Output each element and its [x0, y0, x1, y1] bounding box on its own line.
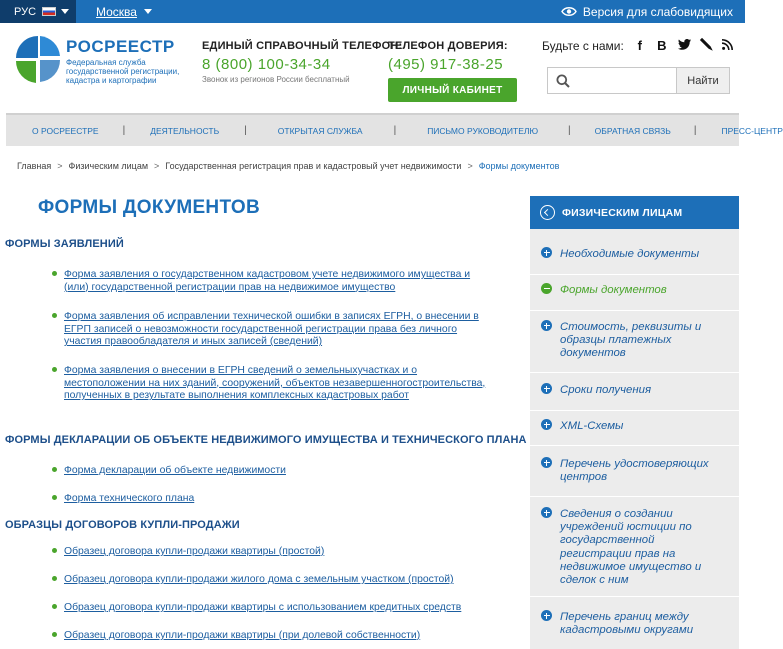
search-button[interactable]: Найти: [676, 68, 729, 93]
facebook-icon[interactable]: f: [637, 38, 642, 53]
main-navigation: [6, 113, 783, 146]
nav-separator: |: [568, 125, 571, 136]
breadcrumb-separator: >: [467, 161, 473, 171]
bullet-icon: [52, 467, 57, 472]
sidebar-divider: [530, 410, 739, 411]
language-selector[interactable]: [0, 0, 76, 23]
document-link[interactable]: Образец договора купли-продажи квартиры (при долевой собственности): [64, 630, 421, 641]
sidebar-item-justice-institutions[interactable]: Сведения о создании учреждений юстиции по государственной регистрации прав на недвижимое имущество и сделок с ним: [560, 508, 702, 587]
breadcrumb-separator: >: [154, 161, 160, 171]
sidebar-divider: [530, 596, 739, 597]
nav-feedback[interactable]: ОБРАТНАЯ СВЯЗЬ: [594, 125, 671, 136]
breadcrumb-current: Формы документов: [478, 161, 560, 171]
sidebar-divider: [530, 496, 739, 497]
sidebar-divider: [530, 274, 739, 275]
bullet-icon: [52, 495, 57, 500]
section-title-contracts: ОБРАЗЦЫ ДОГОВОРОВ КУПЛИ-ПРОДАЖИ: [5, 519, 240, 531]
hotline-note: Звонок из регионов России бесплатный: [202, 75, 350, 84]
sidebar-item-cadastral-boundaries[interactable]: Перечень границ между кадастровыми округами: [560, 611, 694, 637]
low-vision-link[interactable]: [561, 0, 733, 23]
trust-line-label: ТЕЛЕФОН ДОВЕРИЯ:: [388, 40, 508, 52]
city-label: Москва: [96, 4, 137, 19]
nav-letter-to-head[interactable]: ПИСЬМО РУКОВОДИТЕЛЮ: [427, 125, 539, 136]
nav-separator: |: [244, 125, 247, 136]
bullet-icon: [52, 604, 57, 609]
sidebar-divider: [530, 445, 739, 446]
breadcrumb: [17, 161, 559, 171]
document-link[interactable]: Форма декларации об объекте недвижимости: [64, 465, 286, 476]
bullet-icon: [52, 367, 57, 372]
sidebar-divider: [530, 372, 739, 373]
site-logo[interactable]: [14, 34, 189, 94]
logo-title: РОСРЕЕСТР: [66, 37, 175, 56]
vk-icon[interactable]: B: [657, 38, 667, 53]
sidebar-item-cost-requisites[interactable]: Стоимость, реквизиты и образцы платежных документов: [560, 321, 702, 360]
search-icon: [556, 74, 570, 88]
minus-icon: [541, 283, 552, 294]
social-label: Будьте с нами:: [542, 38, 624, 53]
document-link[interactable]: Форма заявления о государственном кадастровом учете недвижимого имущества и (или) государственной регистрации прав на недвижимое имущество: [64, 269, 471, 293]
section-title-declarations: ФОРМЫ ДЕКЛАРАЦИИ ОБ ОБЪЕКТЕ НЕДВИЖИМОГО ИМУЩЕСТВА И ТЕХНИЧЕСКОГО ПЛАНА: [5, 434, 527, 446]
breadcrumb-separator: >: [57, 161, 63, 171]
trust-line-block: [388, 40, 508, 73]
chevron-left-icon: [540, 205, 555, 220]
document-link[interactable]: Форма заявления об исправлении технической ошибки в записях ЕГРН, о внесении в ЕГРП записей о невозможности государственной регистрации права без личного участия правообладателя и иных записей (сведений): [64, 311, 479, 348]
page-title: ФОРМЫ ДОКУМЕНТОВ: [38, 197, 260, 218]
hotline-number[interactable]: 8 (800) 100-34-34: [202, 56, 331, 73]
nav-press-center[interactable]: ПРЕСС-ЦЕНТР: [721, 125, 783, 136]
document-link[interactable]: Образец договора купли-продажи квартиры (простой): [64, 546, 325, 557]
search-box: [547, 67, 730, 94]
social-links: [542, 38, 734, 53]
nav-activity[interactable]: ДЕЯТЕЛЬНОСТЬ: [150, 125, 220, 136]
search-input[interactable]: [576, 71, 672, 90]
logo-subtitle: Федеральная служба государственной регистрации, кадастра и картографии: [66, 58, 180, 85]
low-vision-label: Версия для слабовидящих: [582, 4, 733, 19]
hotline-label: ЕДИНЫЙ СПРАВОЧНЫЙ ТЕЛЕФОН:: [202, 40, 403, 52]
breadcrumb-individuals[interactable]: Физическим лицам: [68, 161, 149, 171]
rosreestr-logo-icon: [14, 34, 62, 86]
section-title-applications: ФОРМЫ ЗАЯВЛЕНИЙ: [5, 238, 124, 250]
sidebar-item-xml-schemas[interactable]: XML-Схемы: [560, 420, 624, 432]
plus-icon: [541, 507, 552, 518]
document-link[interactable]: Форма технического плана: [64, 493, 195, 504]
plus-icon: [541, 320, 552, 331]
sidebar-header[interactable]: [530, 196, 739, 229]
document-link[interactable]: Образец договора купли-продажи квартиры с использованием кредитных средств: [64, 602, 462, 613]
livejournal-icon[interactable]: [700, 38, 712, 53]
russian-flag-icon: [42, 7, 56, 16]
document-link[interactable]: Образец договора купли-продажи жилого дома с земельным участком (простой): [64, 574, 454, 585]
sidebar-divider: [530, 310, 739, 311]
sidebar-item-certification-centers[interactable]: Перечень удостоверяющих центров: [560, 458, 709, 484]
personal-cabinet-button[interactable]: ЛИЧНЫЙ КАБИНЕТ: [388, 78, 517, 102]
plus-icon: [541, 419, 552, 430]
plus-icon: [541, 610, 552, 621]
language-label: РУС: [14, 5, 37, 18]
breadcrumb-home[interactable]: Главная: [17, 161, 52, 171]
nav-separator: |: [122, 125, 126, 136]
sidebar-item-required-documents[interactable]: Необходимые документы: [560, 248, 700, 260]
bullet-icon: [52, 271, 57, 276]
sidebar-title: ФИЗИЧЕСКИМ ЛИЦАМ: [562, 206, 683, 219]
chevron-down-icon: [61, 9, 69, 14]
plus-icon: [541, 383, 552, 394]
document-link[interactable]: Форма заявления о внесении в ЕГРН сведений о земельныхучастках и о местоположении на них зданий, сооружений, объектов незавершенногостроительства, полученных в результате выполнения комплексных кадастровых работ: [64, 365, 486, 402]
sidebar-item-deadlines[interactable]: Сроки получения: [560, 384, 652, 396]
hotline-block: [202, 40, 402, 84]
plus-icon: [541, 457, 552, 468]
trust-line-number[interactable]: (495) 917-38-25: [388, 56, 504, 73]
bullet-icon: [52, 576, 57, 581]
eye-icon: [561, 6, 577, 17]
bullet-icon: [52, 548, 57, 553]
bullet-icon: [52, 313, 57, 318]
nav-separator: |: [693, 125, 697, 136]
top-bar: [0, 0, 745, 23]
sidebar-item-document-forms[interactable]: Формы документов: [560, 284, 667, 296]
rss-icon[interactable]: [722, 38, 734, 53]
plus-icon: [541, 247, 552, 258]
twitter-icon[interactable]: [678, 38, 690, 53]
chevron-down-icon: [144, 9, 152, 14]
nav-separator: |: [393, 125, 397, 136]
nav-about[interactable]: О РОСРЕЕСТРЕ: [32, 125, 99, 136]
sidebar: [530, 196, 739, 649]
bullet-icon: [52, 632, 57, 637]
nav-open-service[interactable]: ОТКРЫТАЯ СЛУЖБА: [277, 125, 363, 136]
breadcrumb-registration[interactable]: Государственная регистрация прав и кадастровый учет недвижимости: [165, 161, 462, 171]
city-selector[interactable]: [96, 0, 152, 23]
